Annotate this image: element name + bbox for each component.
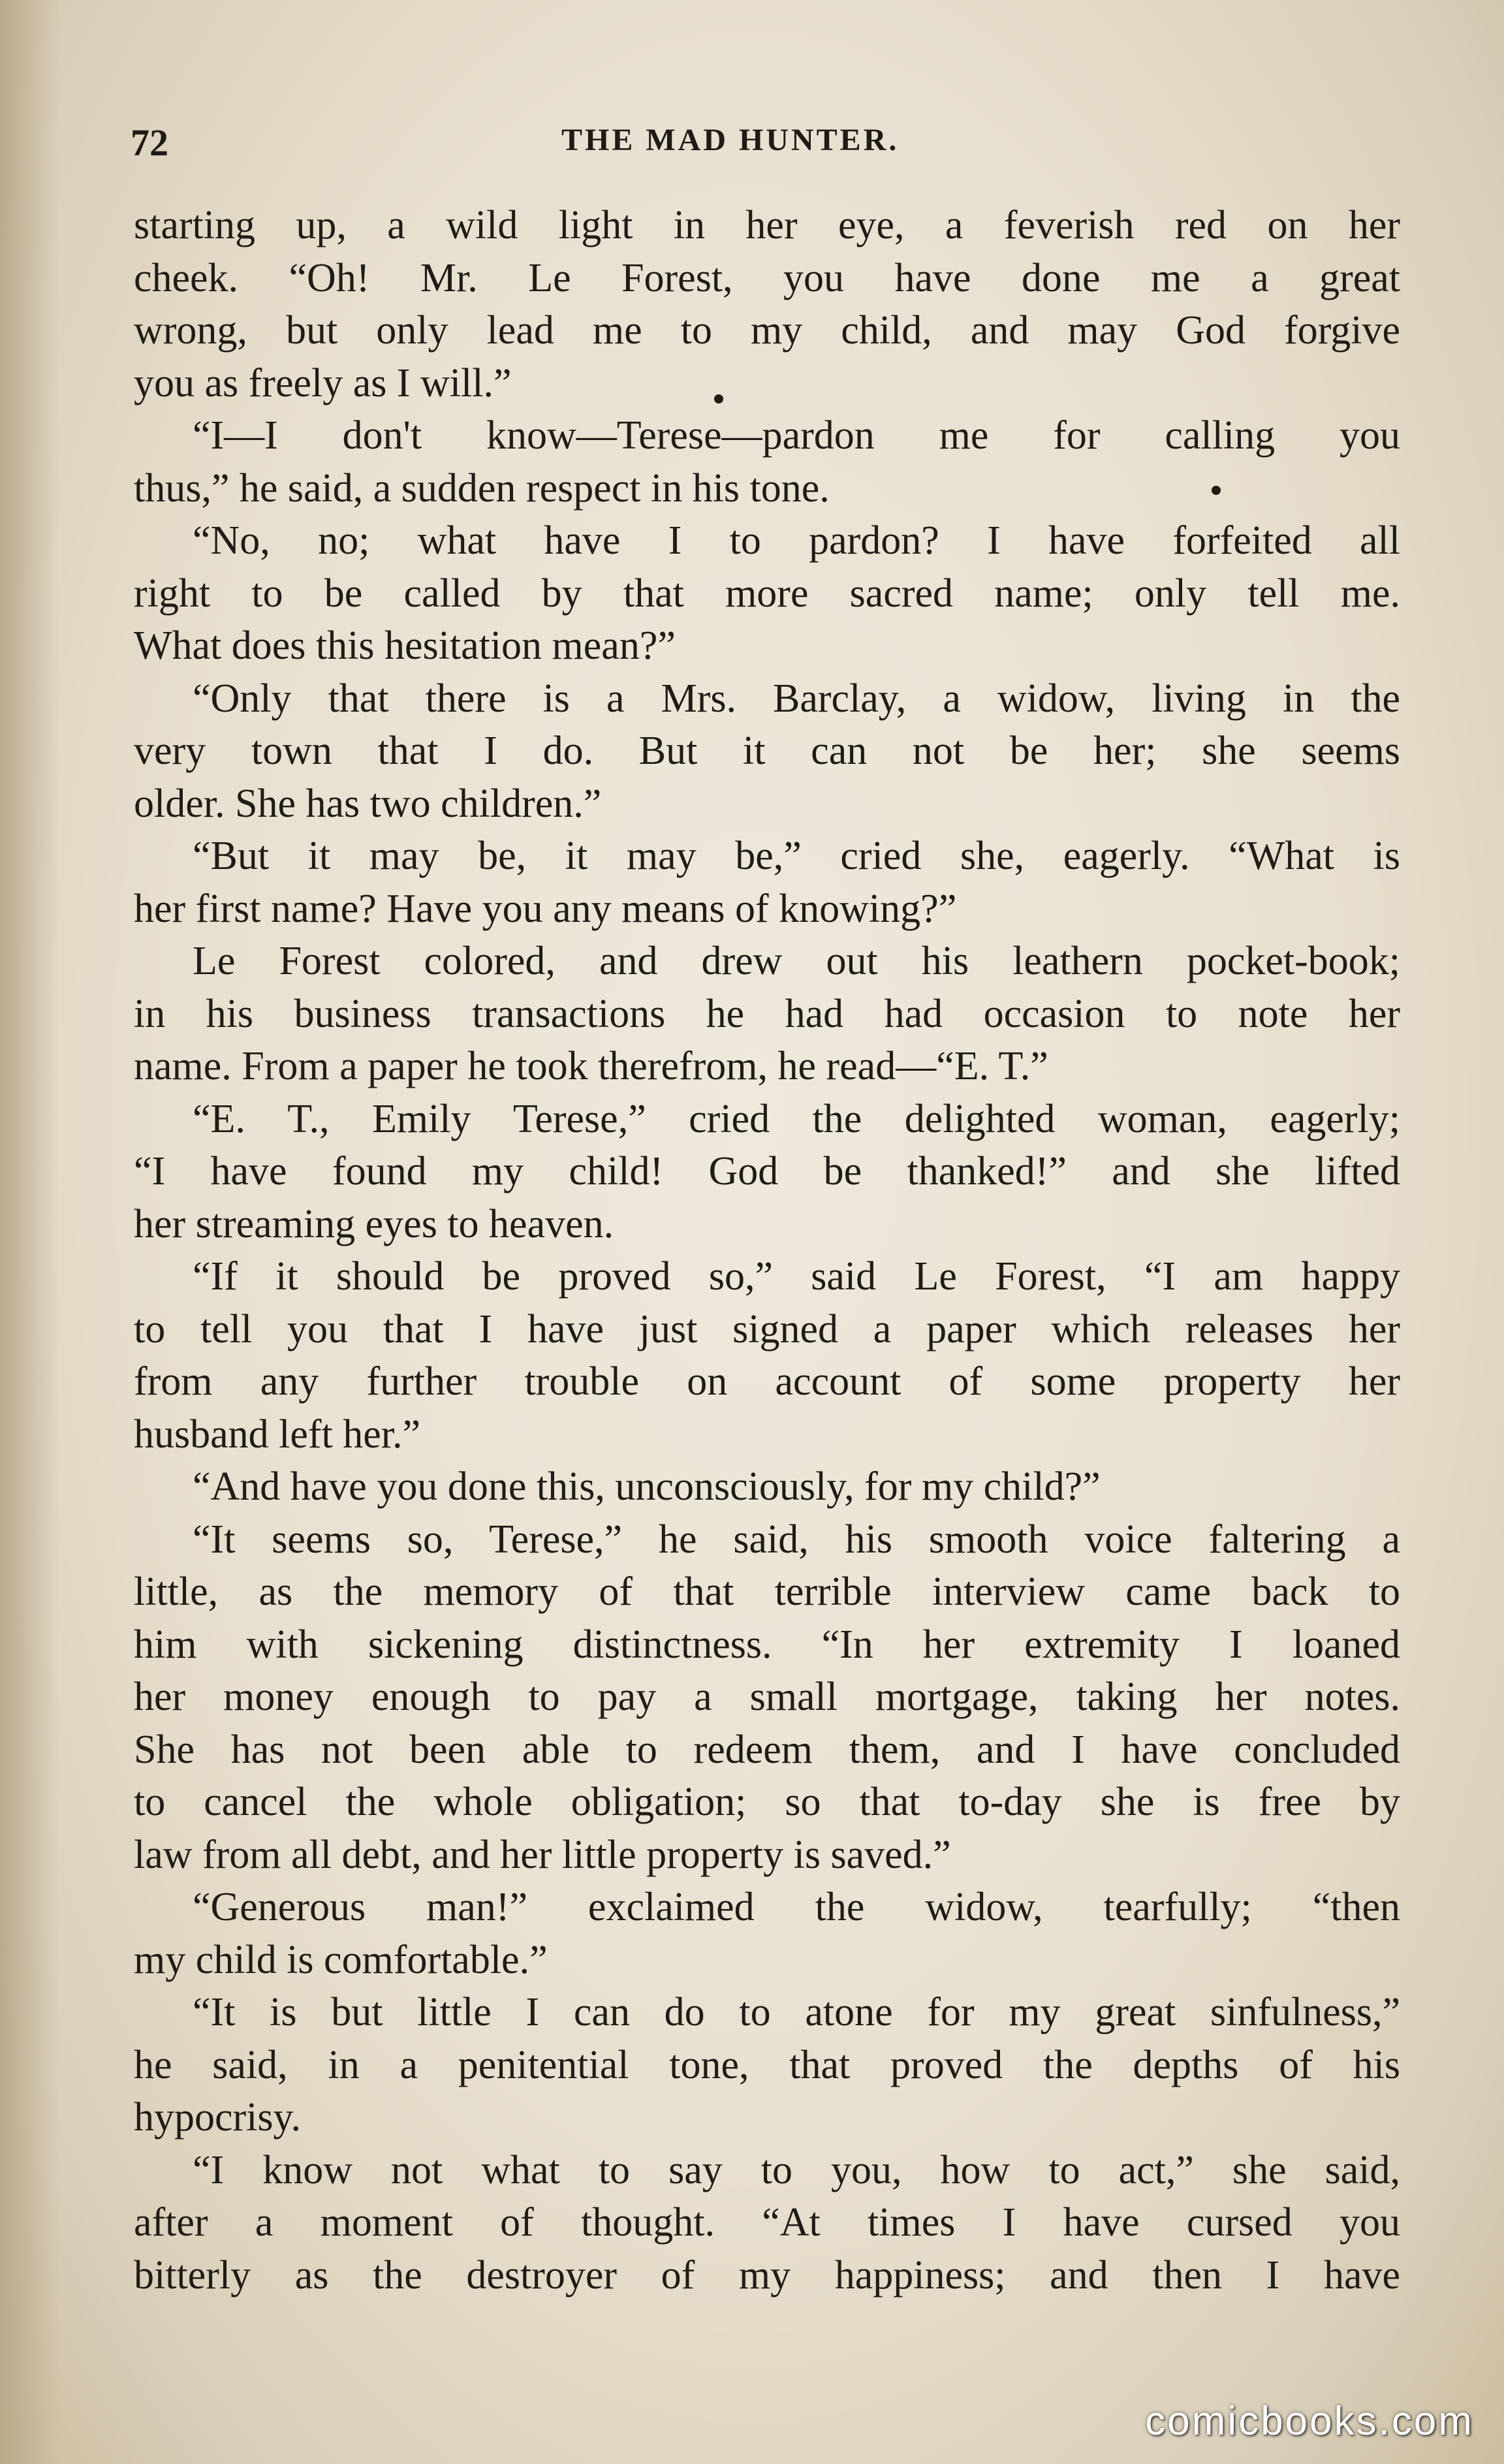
page-edge-shadow: [0, 0, 59, 2464]
text-line: her money enough to pay a small mortgage, taking her notes.: [134, 1675, 1400, 1719]
text-line: “It is but little I can do to atone for my great sinfulness,”: [193, 1990, 1400, 2034]
text-line: “I know not what to say to you, how to act,” she said,: [193, 2147, 1400, 2192]
text-line: “It seems so, Terese,” he said, his smooth voice faltering a: [193, 1517, 1400, 1562]
text-line: name. From a paper he took therefrom, he read—“E. T.”: [134, 1044, 1048, 1088]
text-line: wrong, but only lead me to my child, and may God forgive: [134, 308, 1400, 353]
text-line: What does this hesitation mean?”: [134, 624, 676, 668]
text-line: my child is comfortable.”: [134, 1937, 548, 1982]
text-line: “E. T., Emily Terese,” cried the delighted woman, eagerly;: [193, 1096, 1400, 1141]
text-line: from any further trouble on account of some property her: [134, 1359, 1400, 1404]
running-head: [131, 108, 1423, 166]
text-line: husband left her.”: [134, 1412, 421, 1457]
text-line: after a moment of thought. “At times I have cursed you: [134, 2200, 1400, 2245]
text-line: right to be called by that more sacred name; only tell me.: [134, 571, 1400, 616]
body-text: [134, 199, 1400, 2301]
text-line: “I have found my child! God be thanked!” and she lifted: [134, 1149, 1400, 1193]
text-line: hypocrisy.: [134, 2095, 301, 2140]
site-watermark: comicbooks.com: [1145, 2399, 1474, 2444]
text-line: starting up, a wild light in her eye, a feverish red on her: [134, 203, 1400, 247]
text-line: “But it may be, it may be,” cried she, eagerly. “What is: [193, 834, 1400, 878]
text-line: to tell you that I have just signed a paper which releases her: [134, 1306, 1400, 1351]
text-line: he said, in a penitential tone, that proved the depths of his: [134, 2042, 1400, 2087]
running-title: THE MAD HUNTER.: [561, 123, 900, 157]
text-line: him with sickening distinctness. “In her extremity I loaned: [134, 1622, 1400, 1667]
text-line: Le Forest colored, and drew out his leathern pocket-book;: [193, 939, 1400, 983]
page-number: 72: [131, 121, 168, 164]
text-line: “If it should be proved so,” said Le Forest, “I am happy: [193, 1254, 1400, 1299]
text-line: to cancel the whole obligation; so that to-day she is free by: [134, 1780, 1400, 1824]
text-line: her streaming eyes to heaven.: [134, 1201, 614, 1246]
text-line: “No, no; what have I to pardon? I have forfeited all: [193, 518, 1400, 563]
text-line: bitterly as the destroyer of my happiness; and then I have: [134, 2252, 1400, 2298]
text-line: “Generous man!” exclaimed the widow, tearfully; “then: [193, 1885, 1400, 1929]
text-line: “And have you done this, unconsciously, for my child?”: [193, 1464, 1101, 1509]
text-line: very town that I do. But it can not be her; she seems: [134, 729, 1400, 773]
text-line: law from all debt, and her little property is saved.”: [134, 1832, 951, 1877]
text-line: “I—I don't know—Terese—pardon me for calling you: [193, 413, 1400, 458]
text-line: She has not been able to redeem them, and I have concluded: [134, 1727, 1400, 1772]
text-line: older. She has two children.”: [134, 781, 602, 826]
text-line: thus,” he said, a sudden respect in his tone.: [134, 466, 830, 511]
text-line: in his business transactions he had had occasion to note her: [134, 991, 1400, 1036]
text-line: her first name? Have you any means of knowing?”: [134, 886, 957, 931]
text-line: “Only that there is a Mrs. Barclay, a widow, living in the: [193, 676, 1400, 721]
text-line: little, as the memory of that terrible interview came back to: [134, 1570, 1400, 1614]
text-line: cheek. “Oh! Mr. Le Forest, you have done me a great: [134, 255, 1400, 300]
text-line: you as freely as I will.”: [134, 360, 512, 405]
